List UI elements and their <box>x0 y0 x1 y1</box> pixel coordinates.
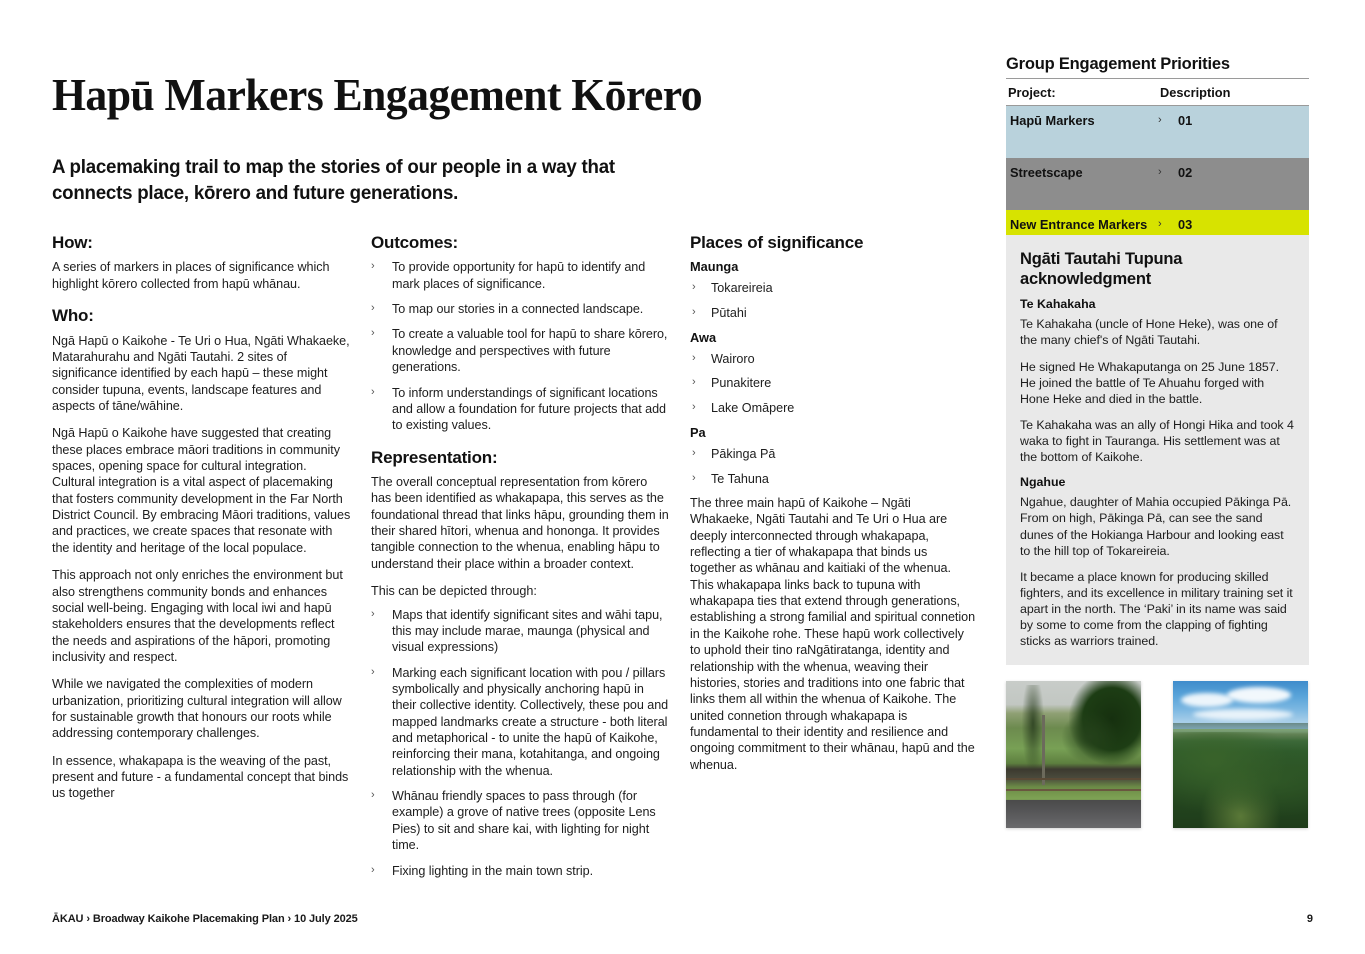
list-item <box>371 326 670 375</box>
group-engagement-priorities <box>1006 55 1309 262</box>
chevron-right-icon: › <box>692 305 696 318</box>
places-group-list <box>690 446 976 487</box>
chevron-right-icon: › <box>371 863 375 876</box>
who-paragraph: While we navigated the complexities of modern urbanization, prioritizing cultural integration will allow for sustainable growth that honours our roots while addressing contemporary challenges. <box>52 677 342 741</box>
tree-trunk-decoration <box>1042 715 1045 785</box>
list-item <box>371 788 670 853</box>
kaikohe-bush-landscape-photo <box>1173 681 1308 828</box>
column-header-description: Description <box>1160 85 1231 100</box>
heading-outcomes: Outcomes: <box>371 233 458 252</box>
representation-lead: This can be depicted through: <box>371 584 537 599</box>
road-decoration <box>1006 800 1141 828</box>
representation-list <box>371 607 670 879</box>
chevron-right-icon: › <box>371 260 375 273</box>
places-group-list <box>690 351 976 416</box>
places-group-label: Pa <box>690 425 706 441</box>
chevron-right-icon: › <box>692 281 696 294</box>
acknowledgment-title: Ngāti Tautahi Tupuna acknowledgment <box>1020 250 1183 289</box>
row-number: 01 <box>1178 113 1193 128</box>
list-item <box>371 607 670 656</box>
chevron-right-icon: › <box>692 376 696 389</box>
list-item-label: Fixing lighting in the main town strip. <box>392 863 594 878</box>
page-subtitle: A placemaking trail to map the stories of our people in a way that connects place, kōrero and future generations. <box>52 156 615 204</box>
list-item-label: Tokareireia <box>711 281 773 296</box>
how-paragraph: A series of markers in places of significance which highlight kōrero collected from hapū whānau. <box>52 260 330 291</box>
list-item-label: Lake Omāpere <box>711 400 795 415</box>
photo-gallery <box>1006 681 1309 828</box>
bush-decoration <box>1173 732 1308 828</box>
acknowledgment-paragraph: He signed He Whakaputanga on 25 June 1857. He joined the battle of Te Ahuahu forged with Hone Heke and died in the battle. <box>1020 359 1279 406</box>
tupuna-acknowledgment-panel <box>1006 235 1309 665</box>
page-title: Hapū Markers Engagement Kōrero <box>52 68 703 120</box>
list-item <box>690 471 976 487</box>
chevron-right-icon: › <box>1158 166 1162 178</box>
chevron-right-icon: › <box>692 352 696 365</box>
list-item-label: Whānau friendly spaces to pass through (for example) a grove of native trees (opposite Lens Pies) to sit and share kai, with lighting for night time. <box>392 789 656 853</box>
who-paragraph: This approach not only enriches the environment but also strengthens community bonds and enhances social well-being. Engaging with local iwi and hapū stakeholders ensures that the developments reflect the needs and aspirations of the hāpori, promoting inclusivity and respect. <box>52 568 343 664</box>
who-paragraph: Ngā Hapū o Kaikohe have suggested that creating these places embrace māori traditions in community spaces, opening space for cultural integration. Cultural integration is a vital aspect of placemaking that fosters community development in the Far North District Council. By embracing Māori traditions, values and practices, we create spaces that resonate with the identity and heritage of the local populace. <box>52 426 351 555</box>
chevron-right-icon: › <box>371 665 375 678</box>
table-row[interactable] <box>1006 106 1309 158</box>
list-item <box>690 351 976 367</box>
list-item <box>690 280 976 296</box>
column-outcomes-representation <box>371 233 670 888</box>
representation-paragraph: The overall conceptual representation from kōrero has been identified as whakapapa, this serves as the foundational thread that links hāpu, grounding them in their shared hītori, whenua and hononga. It provides tangible connection to the whenua, enabling hāpu to understand their place within a broader context. <box>371 475 669 571</box>
cloud-decoration <box>1193 709 1293 720</box>
outcomes-list <box>371 259 670 433</box>
heading-representation: Representation: <box>371 447 498 467</box>
chevron-right-icon: › <box>371 789 375 802</box>
chevron-right-icon: › <box>692 400 696 413</box>
acknowledgment-subheading: Te Kahakaha <box>1020 297 1096 312</box>
list-item-label: Punakitere <box>711 376 772 391</box>
list-item-label: Wairoro <box>711 352 755 367</box>
list-item <box>371 385 670 434</box>
places-group-label: Maunga <box>690 259 739 275</box>
list-item <box>371 863 670 879</box>
list-item <box>371 301 670 317</box>
row-number: 02 <box>1178 165 1193 180</box>
chevron-right-icon: › <box>1158 114 1162 126</box>
column-places <box>690 233 976 773</box>
acknowledgment-subheading: Ngahue <box>1020 475 1066 490</box>
who-paragraph: Ngā Hapū o Kaikohe - Te Uri o Hua, Ngāti Whakaeke, Matarahurahu and Ngāti Tautahi. 2 sites of significance identified by each hapū – these might consider tupuna, events, landscape features and aspects of tāne/wāhine. <box>52 333 350 413</box>
chevron-right-icon: › <box>692 447 696 460</box>
acknowledgment-paragraph: It became a place known for producing skilled fighters, and its excellence in military training set it apart in the north. The ‘Paki’ in its name was said by some to come from the clapping of fighting sticks as warriors trained. <box>1020 569 1293 649</box>
list-item <box>690 375 976 391</box>
places-paragraph: The three main hapū of Kaikohe – Ngāti Whakaeke, Ngāti Tautahi and Te Uri o Hua are deeply interconnected through whakapapa, reflecting a tier of whakapapa that binds us together as whānau and kaitiaki of the whenua. This whakapapa links back to tupuna with whakapapa ties that extend through generations, establishing a strong familial and spiritual connetion in the Kaikohe rohe. These hapū work collectively to uphold their tino raNgātiratanga, identity and relationship with the whenua, weaving their histories, stories and traditions into one fabric that links them all within the whenua of Kaikohe. The united connetion through whakapapa is fundamental to their identity and resilience and ongoing commitment to their whānau, hapū and the whenua. <box>690 495 976 772</box>
list-item-label: To map our stories in a connected landscape. <box>392 302 644 317</box>
list-item-label: Marking each significant location with pou / pillars symbolically and physically anchoring hapū in their collective identity. Collectively, these pou and mapped landmarks create a structure - both literal and metaphorical - to unite the hapū of Kaikohe, reinforcing their mana, kotahitanga, and ongoing relationship with the whenua. <box>392 665 669 778</box>
column-header-project: Project: <box>1008 85 1056 100</box>
row-project-name: Hapū Markers <box>1010 113 1095 128</box>
tree-decoration <box>1061 711 1119 763</box>
chevron-right-icon: › <box>371 385 375 398</box>
acknowledgment-paragraph: Ngahue, daughter of Mahia occupied Pākinga Pā. From on high, Pākinga Pā, can see the sand dunes of the Hokianga Harbour and looking east to the hill top of Tokareireia. <box>1020 495 1292 558</box>
places-group-list <box>690 280 976 321</box>
list-item <box>371 259 670 292</box>
table-row[interactable] <box>1006 158 1309 210</box>
chevron-right-icon: › <box>371 302 375 315</box>
list-item-label: Te Tahuna <box>711 471 769 486</box>
acknowledgment-paragraph: Te Kahakaha was an ally of Hongi Hika and took 4 waka to fight in Tauranga. His settlement was at the bottom of Kaikohe. <box>1020 417 1294 465</box>
acknowledgment-paragraph: Te Kahakaha (uncle of Hone Heke), was one of the many chief's of Ngāti Tautahi. <box>1020 317 1278 348</box>
footer-breadcrumb: ĀKAU › Broadway Kaikohe Placemaking Plan › 10 July 2025 <box>52 913 358 925</box>
chevron-right-icon: › <box>371 607 375 620</box>
list-item <box>371 665 670 780</box>
chevron-right-icon: › <box>1158 218 1162 230</box>
cloud-decoration <box>1227 687 1291 703</box>
who-paragraph: In essence, whakapapa is the weaving of the past, present and future - a fundamental concept that binds us together <box>52 753 349 801</box>
places-group-label: Awa <box>690 330 717 346</box>
list-item-label: To create a valuable tool for hapū to share kōrero, knowledge and perspectives with future generations. <box>392 327 668 375</box>
row-project-name: New Entrance Markers <box>1010 217 1148 232</box>
row-number: 03 <box>1178 217 1193 232</box>
list-item <box>690 400 976 416</box>
page-number: 9 <box>1306 913 1313 925</box>
list-item-label: Pūtahi <box>711 305 747 320</box>
heading-places: Places of significance <box>690 233 864 252</box>
kaikohe-park-photo <box>1006 681 1141 828</box>
list-item <box>690 305 976 321</box>
chevron-right-icon: › <box>371 327 375 340</box>
list-item-label: Maps that identify significant sites and wāhi tapu, this may include marae, maunga (physical and visual expressions) <box>392 607 663 655</box>
list-item-label: To inform understandings of significant locations and allow a foundation for future projects that add to existing values. <box>392 385 666 433</box>
list-item <box>690 446 976 462</box>
list-item-label: To provide opportunity for hapū to identify and mark places of significance. <box>392 260 646 291</box>
heading-how: How: <box>52 233 93 252</box>
fence-decoration <box>1006 778 1141 780</box>
row-project-name: Streetscape <box>1010 165 1083 180</box>
column-how-who <box>52 233 352 802</box>
priorities-table-header <box>1006 79 1309 106</box>
priorities-title: Group Engagement Priorities <box>1006 55 1309 79</box>
cloud-decoration <box>1181 693 1233 707</box>
list-item-label: Pākinga Pā <box>711 447 776 462</box>
chevron-right-icon: › <box>692 471 696 484</box>
heading-who: Who: <box>52 306 94 326</box>
fence-decoration <box>1006 789 1141 791</box>
